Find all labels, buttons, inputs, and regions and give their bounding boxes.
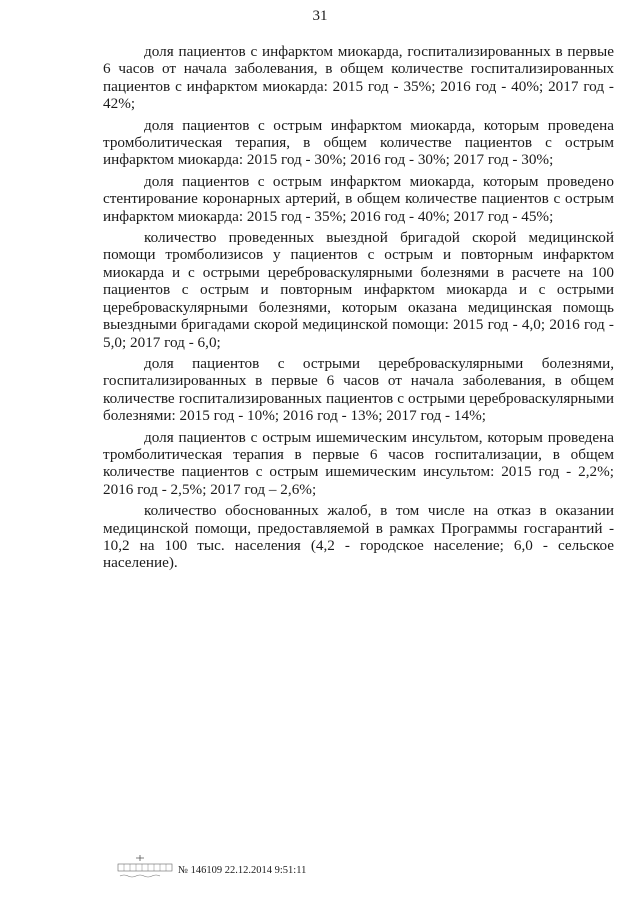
paragraph: количество обоснованных жалоб, в том числе на отказ в оказании медицинской помощи, предоставляемой в рамках Программы госгарантий - 10,2 на 100 тыс. населения (4,2 - городское население; 6,0 - сельское население).: [103, 502, 614, 572]
paragraph: доля пациентов с инфарктом миокарда, госпитализированных в первые 6 часов от начала заболевания, в общем количестве госпитализированных пациентов с инфарктом миокарда: 2015 год - 35%; 2016 год - 40%; 2017 год - 42%;: [103, 43, 614, 113]
registration-stamp-icon: [112, 854, 176, 884]
paragraph: количество проведенных выездной бригадой скорой медицинской помощи тромболизисов у пациентов с острым и повторным инфарктом миокарда и с острыми цереброваскулярными болезнями в расчете на 100 пациентов с острым и повторным инфарктом миокарда и с острыми цереброваскулярными болезнями, которым оказана медицинская помощь выездными бригадами скорой медицинской помощи: 2015 год - 4,0; 2016 год - 5,0; 2017 год - 6,0;: [103, 229, 614, 351]
registration-stamp-text: № 146109 22.12.2014 9:51:11: [178, 865, 307, 876]
paragraph: доля пациентов с острым ишемическим инсультом, которым проведена тромболитическая терапия в первые 6 часов госпитализации, в общем количестве пациентов с острым ишемическим инсультом: 2015 год - 2,2%; 2016 год - 2,5%; 2017 год – 2,6%;: [103, 428, 614, 498]
paragraph: доля пациентов с острыми цереброваскулярными болезнями, госпитализированных в первые 6 часов от начала заболевания, в общем количестве госпитализированных пациентов с острыми цереброваскулярными болезнями: 2015 год - 10%; 2016 год - 13%; 2017 год - 14%;: [103, 354, 614, 425]
footer: [112, 854, 412, 884]
paragraph: доля пациентов с острым инфарктом миокарда, которым проведено стентирование коронарных артерий, в общем количестве пациентов с острым инфарктом миокарда: 2015 год - 35%; 2016 год - 40%; 2017 год - 45%;: [103, 172, 614, 225]
page-number: 31: [312, 8, 328, 24]
paragraph: доля пациентов с острым инфарктом миокарда, которым проведена тромболитическая терапия, в общем количестве пациентов с острым инфарктом миокарда: 2015 год - 30%; 2016 год - 30%; 2017 год - 30%;: [103, 116, 614, 169]
document-body: [103, 43, 614, 576]
